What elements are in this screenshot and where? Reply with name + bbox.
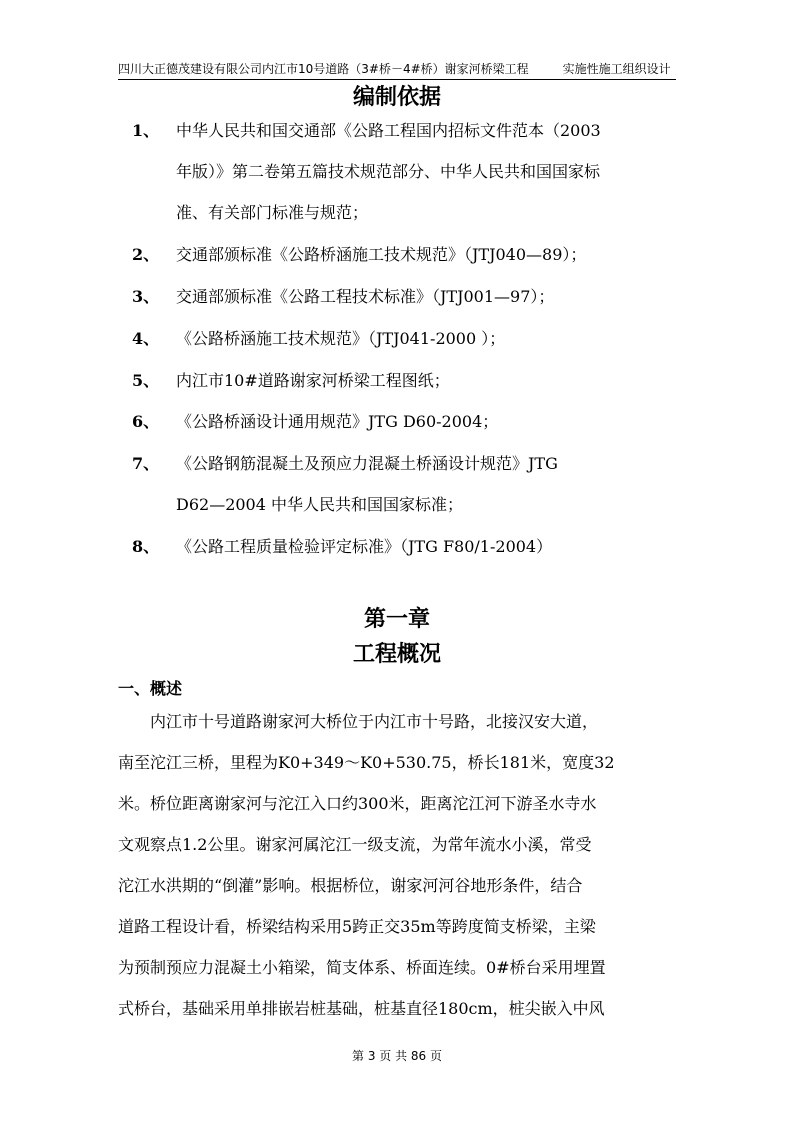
item-number: 8、 (132, 537, 160, 556)
item-number: 1、 (132, 121, 160, 140)
chapter-title: 工程概况 (352, 642, 441, 667)
item-text-line: 中华人民共和国交通部《公路工程国内招标文件范本（2003 (176, 121, 601, 140)
item-text-line: 交通部颁标准《公路桥涵施工技术规范》（JTJ040—89）； (176, 245, 587, 264)
paragraph-line: 南至沱江三桥，里程为K0+349～K0+530.75，桥长181米，宽度32 (118, 753, 615, 772)
paragraph-line: 内江市十号道路谢家河大桥位于内江市十号路，北接汉安大道， (150, 712, 599, 731)
item-text-line: 《公路桥涵施工技术规范》（JTJ041-2000 ）； (176, 329, 506, 348)
item-number: 7、 (132, 454, 160, 473)
item-text-line: 年版）》第二卷第五篇技术规范部分、中华人民共和国国家标 (176, 162, 601, 181)
paragraph-line: 米。桥位距离谢家河与沱江入口约300米，距离沱江河下游圣水寺水 (118, 794, 597, 813)
item-text-line: D62—2004 中华人民共和国国家标准； (176, 495, 463, 514)
item-number: 2、 (132, 245, 160, 264)
header-doc-type: 实施性施工组织设计 (562, 62, 671, 76)
paragraph-line: 道路工程设计看，桥梁结构采用5跨正交35m等跨度简支桥梁，主梁 (118, 917, 596, 936)
page-footer: 第 3 页 共 86 页 (352, 1049, 442, 1063)
item-text-line: 《公路钢筋混凝土及预应力混凝土桥涵设计规范》JTG (176, 454, 558, 473)
section-heading: 一、概述 (118, 679, 183, 698)
chapter-number: 第一章 (363, 607, 430, 632)
item-number: 3、 (132, 287, 160, 306)
item-text-line: 《公路桥涵设计通用规范》JTG D60-2004； (176, 412, 499, 431)
paragraph-line: 沱江水洪期的“倒灌”影响。根据桥位，谢家河河谷地形条件，结合 (118, 876, 583, 895)
item-number: 4、 (132, 329, 160, 348)
item-text-line: 准、有关部门标准与规范； (176, 203, 369, 222)
item-number: 6、 (132, 412, 160, 431)
basis-title: 编制依据 (352, 85, 441, 110)
page-header (118, 57, 676, 80)
paragraph-line: 式桥台，基础采用单排嵌岩桩基础，桩基直径180cm，桩尖嵌入中风 (118, 999, 605, 1018)
paragraph-line: 为预制预应力混凝土小箱梁，简支体系、桥面连续。0#桥台采用埋置 (118, 958, 606, 977)
item-number: 5、 (132, 371, 160, 390)
item-text-line: 交通部颁标准《公路工程技术标准》（JTJ001—97）； (176, 287, 555, 306)
item-text-line: 《公路工程质量检验评定标准》（JTG F80/1-2004） (176, 537, 553, 556)
item-text-line: 内江市10#道路谢家河桥梁工程图纸； (176, 371, 450, 390)
paragraph-line: 文观察点1.2公里。谢家河属沱江一级支流，为常年流水小溪，常受 (118, 835, 592, 854)
header-company-project: 四川大正德茂建设有限公司内江市10号道路（3#桥－4#桥）谢家河桥梁工程 (118, 62, 529, 76)
